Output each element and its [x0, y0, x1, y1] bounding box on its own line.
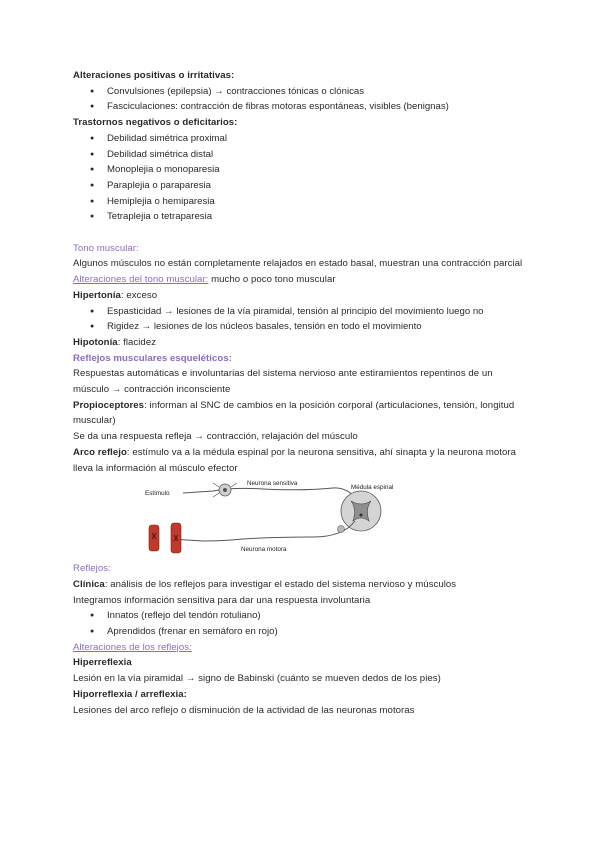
hipertonia-list [73, 304, 525, 335]
hipertonia-rest: : exceso [120, 289, 158, 301]
list-item: ● Aprendidos (frenar en semáforo en rojo) [90, 624, 525, 640]
reflejos-list [73, 608, 525, 639]
sensory-axon [183, 488, 358, 501]
hipotonia-rest: : flacidez [117, 336, 157, 348]
hiporreflexia-text: Lesiones del arco reflejo o disminución de la actividad de las neuronas motoras [73, 704, 415, 716]
central-canal [360, 514, 363, 517]
list-item: ● Innatos (reflejo del tendón rotuliano) [90, 608, 525, 624]
clinica-line [73, 577, 525, 593]
estimulo-label: Estímulo [145, 490, 170, 498]
list-item: ● Paraplejia o paraparesia [90, 178, 525, 194]
propioceptores-rest: : informan al SNC de cambios en la posición corporal (articulaciones, tensión, longitud muscular) [73, 399, 515, 427]
hipertonia-line [73, 288, 525, 304]
respuesta-refleja: Se da una respuesta refleja → contracción, relajación del músculo [73, 431, 358, 443]
tono-title: Tono muscular: [73, 242, 139, 254]
list-item: ● Debilidad simétrica proximal [90, 131, 525, 147]
hipotonia-label: Hipotonía [73, 336, 118, 348]
arco-reflejo-diagram [143, 479, 411, 555]
motor-axon [171, 521, 355, 541]
list-item: ● Monoplejia o monoparesia [90, 162, 525, 178]
positivas-heading: Alteraciones positivas o irritativas: [73, 70, 235, 81]
hipotonia-line [73, 335, 525, 351]
tono-alteraciones [73, 272, 525, 288]
propioceptores-label: Propioceptores [73, 399, 145, 411]
propioceptores-line [73, 398, 525, 429]
list-item: ● Debilidad simétrica distal [90, 147, 525, 163]
list-item: ● Hemiplejia o hemiparesia [90, 194, 525, 210]
motor-neuron-body [338, 526, 345, 533]
tono-text: Algunos músculos no están completamente relajados en estado basal, muestran una contracción parcial [73, 258, 523, 270]
reflejos-title: Reflejos: [73, 563, 111, 575]
alteraciones-tono-rest: mucho o poco tono muscular [208, 274, 336, 286]
hiporreflexia-heading: Hiporreflexia / arreflexia: [73, 688, 187, 700]
alteraciones-tono-link: Alteraciones del tono muscular: [73, 274, 209, 286]
list-item: ● Rigidez → lesiones de los núcleos basales, tensión en todo el movimiento [90, 319, 525, 335]
list-item: ● Espasticidad → lesiones de la vía piramidal, tensión al principio del movimiento luego no [90, 304, 525, 320]
arco-reflejo-rest: : estímulo va a la médula espinal por la neurona sensitiva, ahí sinapta y la neurona motora lleva la información al músculo efector [73, 446, 516, 474]
negativos-list [73, 131, 525, 225]
integramos-text: Integramos información sensitiva para dar una respuesta involuntaria [73, 594, 371, 606]
clinica-label: Clínica [73, 578, 105, 590]
sensory-nucleus [223, 488, 227, 492]
medula-label: Médula espinal [351, 484, 394, 492]
hiperreflexia-heading: Hiperreflexia [73, 657, 132, 669]
reflejos-musculares-title: Reflejos musculares esqueléticos: [73, 352, 232, 364]
alteraciones-reflejos-link: Alteraciones de los reflejos: [73, 641, 192, 653]
document-page [73, 68, 525, 718]
reflejos-musculares-text: Respuestas automáticas e involuntarias del sistema nervioso ante estiramientos repentinos de un músculo → contracción inconsciente [73, 368, 493, 396]
arco-reflejo-line [73, 445, 525, 476]
motora-label: Neurona motora [241, 546, 287, 554]
list-item: ● Fasciculaciones: contracción de fibras motoras espontáneas, visibles (benignas) [90, 99, 525, 115]
arco-reflejo-label: Arco reflejo [73, 446, 127, 458]
arco-reflejo-svg [143, 479, 411, 555]
list-item: ● Tetraplejia o tetraparesia [90, 209, 525, 225]
hiperreflexia-text: Lesión en la vía piramidal → signo de Babinski (cuánto se mueven dedos de los pies) [73, 673, 441, 685]
sensitiva-label: Neurona sensitiva [247, 480, 298, 488]
clinica-rest: : análisis de los reflejos para investigar el estado del sistema nervioso y músculos [104, 578, 457, 590]
positivas-list [73, 84, 525, 115]
hipertonia-label: Hipertonía [73, 289, 121, 301]
negativos-heading: Trastornos negativos o deficitarios: [73, 117, 238, 129]
list-item: ● Convulsiones (epilepsia) → contracciones tónicas o clónicas [90, 84, 525, 100]
muscle-left [149, 525, 159, 551]
